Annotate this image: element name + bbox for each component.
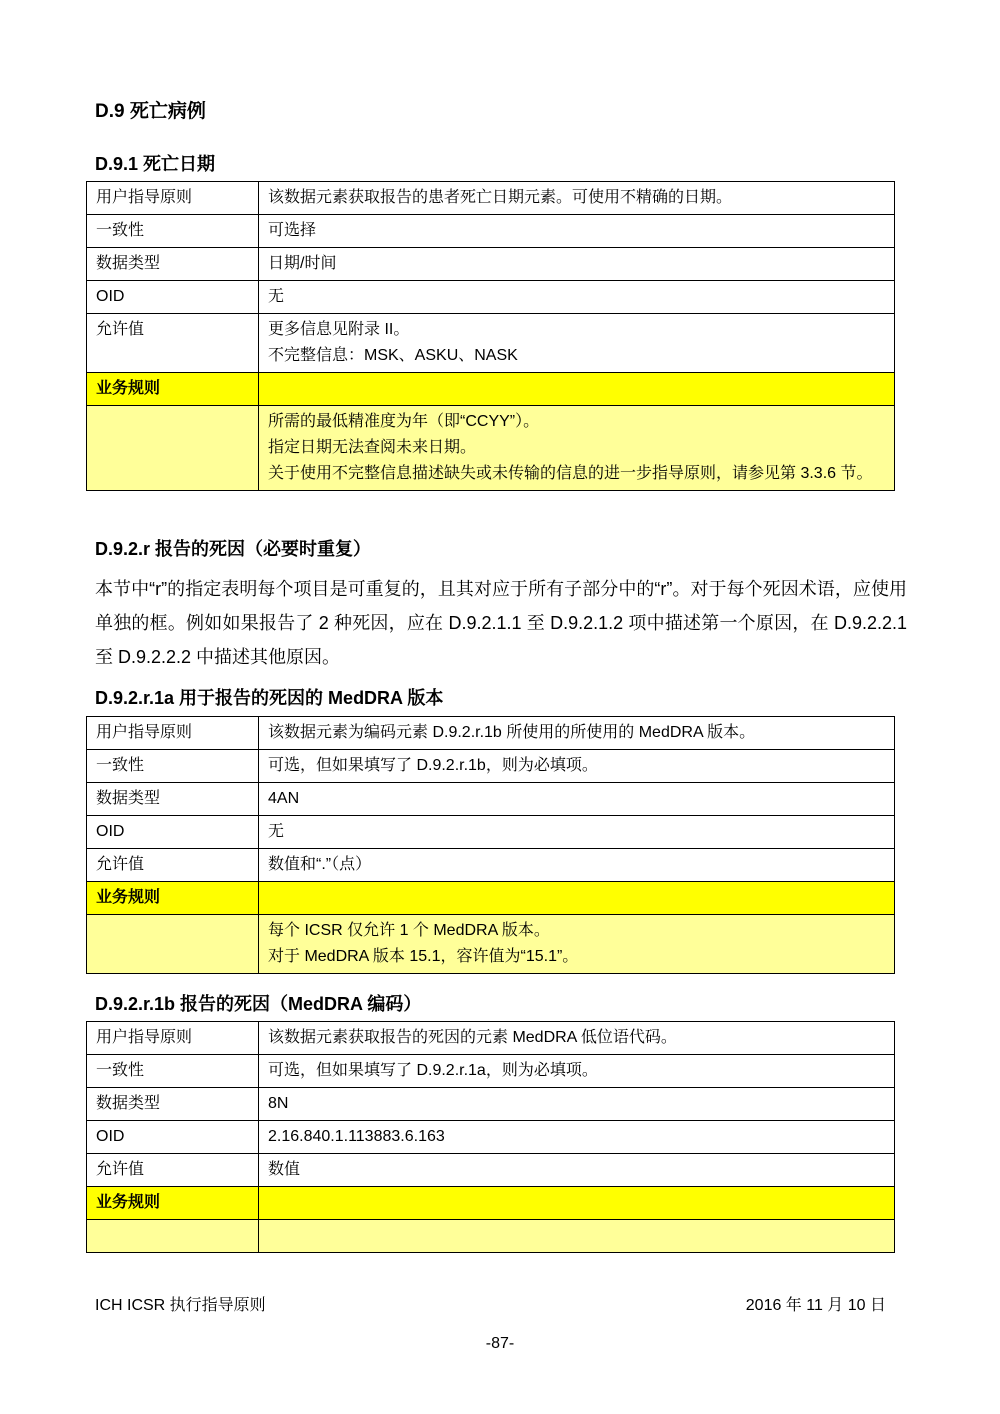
section-heading-d92r: D.9.2.r 报告的死因（必要时重复）	[95, 539, 372, 559]
d92r1a-rule-line: 对于 MedDRA 版本 15.1，容许值为“15.1”。	[268, 948, 579, 965]
table-d91	[86, 181, 895, 491]
label-guidance: 用户指导原则	[87, 717, 259, 750]
d91-conformance: 可选择	[259, 215, 895, 248]
d92r1a-datatype: 4AN	[259, 783, 895, 816]
d91-datatype: 日期/时间	[259, 248, 895, 281]
d92r1b-allowed: 数值	[259, 1154, 895, 1187]
section-heading-d92r1a: D.9.2.r.1a 用于报告的死因的 MedDRA 版本	[95, 688, 444, 708]
d92r1a-oid: 无	[259, 816, 895, 849]
section-heading-d92r1b: D.9.2.r.1b 报告的死因（MedDRA 编码）	[95, 994, 422, 1014]
label-business-rules: 业务规则	[87, 373, 259, 406]
label-business-rules: 业务规则	[87, 882, 259, 915]
label-datatype: 数据类型	[87, 783, 259, 816]
label-oid: OID	[87, 816, 259, 849]
footer-left: ICH ICSR 执行指导原则	[95, 1297, 266, 1314]
section-heading-d91: D.9.1 死亡日期	[95, 154, 216, 174]
label-allowed: 允许值	[87, 314, 259, 373]
d92r1a-conformance: 可选，但如果填写了 D.9.2.r.1b，则为必填项。	[259, 750, 895, 783]
table-d92r1a	[86, 716, 895, 974]
paragraph-d92r: 本节中“r”的指定表明每个项目是可重复的，且其对应于所有子部分中的“r”。对于每个死因术语，应使用单独的框。例如如果报告了 2 种死因，应在 D.9.2.1.1 至 D.9.2.1.2 项中描述第一个原因，在 D.9.2.2.1 至 D.9.2.2.2 中描述其他原因。	[95, 579, 907, 667]
d91-rules	[259, 406, 895, 491]
d91-allowed-line: 不完整信息：MSK、ASKU、NASK	[268, 347, 518, 364]
page-number: -87-	[485, 1335, 515, 1352]
label-oid: OID	[87, 1121, 259, 1154]
d91-guidance: 该数据元素获取报告的患者死亡日期元素。可使用不精确的日期。	[259, 182, 895, 215]
d91-rule-line: 关于使用不完整信息描述缺失或未传输的信息的进一步指导原则，请参见第 3.3.6 节。	[268, 465, 873, 482]
label-conformance: 一致性	[87, 215, 259, 248]
d92r1a-rules-blank	[87, 915, 259, 974]
d91-rules-header-empty	[259, 373, 895, 406]
d92r1a-rules	[259, 915, 895, 974]
d92r1a-guidance: 该数据元素为编码元素 D.9.2.r.1b 所使用的所使用的 MedDRA 版本。	[259, 717, 895, 750]
d92r1b-rules-header-empty	[259, 1187, 895, 1220]
d91-allowed-line: 更多信息见附录 II。	[268, 321, 410, 338]
d92r1a-rule-line: 每个 ICSR 仅允许 1 个 MedDRA 版本。	[268, 922, 550, 939]
label-guidance: 用户指导原则	[87, 1022, 259, 1055]
label-guidance: 用户指导原则	[87, 182, 259, 215]
d91-rule-line: 指定日期无法查阅未来日期。	[268, 439, 477, 456]
d91-oid: 无	[259, 281, 895, 314]
d92r1b-conformance: 可选，但如果填写了 D.9.2.r.1a，则为必填项。	[259, 1055, 895, 1088]
d92r1b-rules-blank	[87, 1220, 259, 1253]
label-allowed: 允许值	[87, 849, 259, 882]
label-conformance: 一致性	[87, 1055, 259, 1088]
label-business-rules: 业务规则	[87, 1187, 259, 1220]
d92r1b-datatype: 8N	[259, 1088, 895, 1121]
d92r1b-rules	[259, 1220, 895, 1253]
footer-right: 2016 年 11 月 10 日	[745, 1297, 886, 1314]
d91-rule-line: 所需的最低精准度为年（即“CCYY”）。	[268, 413, 540, 430]
d92r1a-rules-header-empty	[259, 882, 895, 915]
label-oid: OID	[87, 281, 259, 314]
label-conformance: 一致性	[87, 750, 259, 783]
d92r1a-allowed: 数值和“.”（点）	[259, 849, 895, 882]
d91-allowed	[259, 314, 895, 373]
label-datatype: 数据类型	[87, 248, 259, 281]
d92r1b-oid: 2.16.840.1.113883.6.163	[259, 1121, 895, 1154]
section-heading-d9: D.9 死亡病例	[95, 101, 206, 122]
d92r1b-guidance: 该数据元素获取报告的死因的元素 MedDRA 低位语代码。	[259, 1022, 895, 1055]
label-datatype: 数据类型	[87, 1088, 259, 1121]
table-d92r1b	[86, 1021, 895, 1253]
label-allowed: 允许值	[87, 1154, 259, 1187]
d91-rules-blank	[87, 406, 259, 491]
